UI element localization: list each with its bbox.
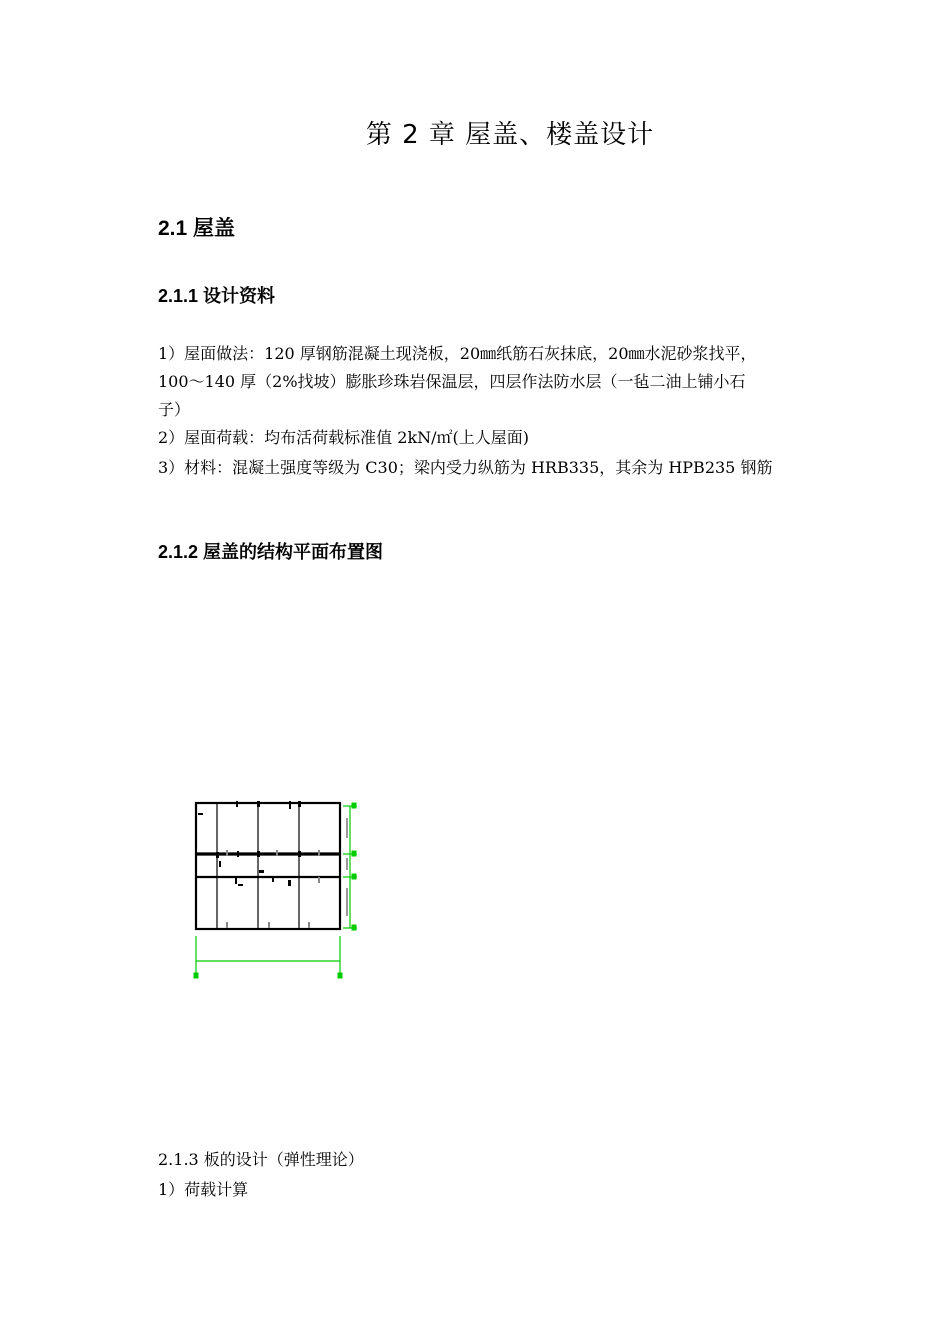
column-marks bbox=[198, 801, 301, 886]
dimension-lines bbox=[194, 803, 357, 978]
design-data-line-1: 1）屋面做法：120 厚钢筋混凝土现浇板，20㎜纸筋石灰抹底，20㎜水泥砂浆找平， bbox=[158, 344, 757, 363]
chapter-title: 第 2 章 屋盖、楼盖设计 bbox=[365, 120, 655, 150]
subsection-heading-2-1-2: 2.1.2 屋盖的结构平面布置图 bbox=[158, 542, 384, 562]
design-data-line-3: 子） bbox=[158, 400, 191, 419]
subsection-heading-2-1-3: 2.1.3 板的设计（弹性理论） bbox=[158, 1150, 364, 1169]
design-data-line-5: 3）材料：混凝土强度等级为 C30；梁内受力纵筋为 HRB335，其余为 HPB235 钢筋 bbox=[158, 458, 773, 477]
subsection-heading-2-1-1: 2.1.1 设计资料 bbox=[158, 286, 276, 306]
plan-outline bbox=[196, 803, 340, 929]
grey-marks bbox=[226, 850, 320, 928]
design-data-line-4: 2）屋面荷载：均布活荷载标准值 2kN/㎡(上人屋面) bbox=[158, 428, 530, 447]
load-calculation-item: 1）荷载计算 bbox=[158, 1180, 249, 1199]
roof-structural-plan-drawing bbox=[190, 798, 365, 983]
section-heading-2-1: 2.1 屋盖 bbox=[158, 217, 236, 240]
design-data-line-2: 100～140 厚（2%找坡）膨胀珍珠岩保温层，四层作法防水层（一毡二油上铺小石 bbox=[158, 372, 746, 391]
